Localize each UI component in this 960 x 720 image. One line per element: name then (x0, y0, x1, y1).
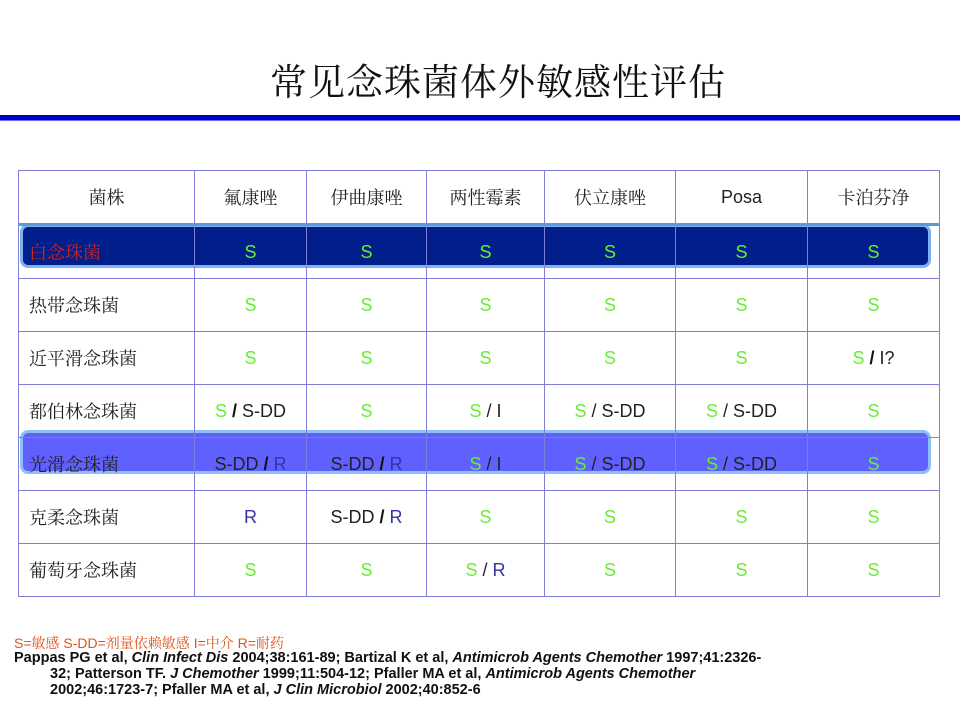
susceptibility-value: S (735, 559, 748, 580)
susceptibility-value: S (603, 347, 616, 368)
susceptibility-value: / (481, 453, 497, 474)
susceptibility-value: / (227, 400, 243, 421)
susceptibility-value: R (244, 506, 257, 527)
header-strain: 菌株 (19, 171, 195, 225)
strain-name: 白念珠菌 (19, 225, 195, 279)
susceptibility-cell (808, 438, 940, 491)
reference-text: Clin Infect Dis (131, 650, 229, 666)
susceptibility-value: S (852, 347, 865, 368)
susceptibility-cell (676, 438, 808, 491)
susceptibility-value: S (867, 241, 880, 262)
susceptibility-value: S (244, 347, 257, 368)
susceptibility-value: S (479, 294, 492, 315)
susceptibility-value: / (258, 453, 274, 474)
susceptibility-value: S-DD (601, 453, 646, 474)
reference-line-1 (14, 650, 761, 666)
susceptibility-cell (195, 225, 307, 279)
strain-name: 热带念珠菌 (19, 279, 195, 332)
susceptibility-value: I (496, 400, 502, 421)
susceptibility-cell (307, 279, 427, 332)
strain-name: 近平滑念珠菌 (19, 332, 195, 385)
reference-text: Antimicrob Agents Chemother (452, 650, 663, 666)
susceptibility-cell (676, 225, 808, 279)
susceptibility-value: / (864, 347, 880, 368)
susceptibility-value: S (479, 241, 492, 262)
strain-name: 克柔念珠菌 (19, 491, 195, 544)
susceptibility-value: / (374, 453, 390, 474)
susceptibility-value: S (574, 400, 587, 421)
susceptibility-value: S (360, 400, 373, 421)
susceptibility-value: S (574, 453, 587, 474)
header-fluconazole: 氟康唑 (195, 171, 307, 225)
susceptibility-value: S-DD (214, 453, 259, 474)
strain-name: 光滑念珠菌 (19, 438, 195, 491)
susceptibility-cell (307, 438, 427, 491)
header-itraconazole: 伊曲康唑 (307, 171, 427, 225)
susceptibility-cell (545, 385, 676, 438)
susceptibility-table (18, 170, 940, 597)
reference-line-2 (14, 666, 914, 682)
susceptibility-cell (808, 225, 940, 279)
susceptibility-cell (545, 491, 676, 544)
susceptibility-cell (195, 544, 307, 597)
susceptibility-value: S (465, 559, 478, 580)
susceptibility-value: / (718, 453, 734, 474)
susceptibility-cell (545, 279, 676, 332)
header-amphotericin: 两性霉素 (427, 171, 545, 225)
susceptibility-cell (307, 544, 427, 597)
susceptibility-cell (307, 332, 427, 385)
susceptibility-value: I? (879, 347, 895, 368)
susceptibility-cell (427, 491, 545, 544)
reference-text: J Clin Microbiol (273, 682, 382, 698)
susceptibility-value: S-DD (601, 400, 646, 421)
susceptibility-value: S (867, 294, 880, 315)
susceptibility-value: I (496, 453, 502, 474)
susceptibility-cell (195, 385, 307, 438)
reference-text: Pappas PG et al, (14, 650, 132, 666)
susceptibility-value: S-DD (330, 506, 375, 527)
susceptibility-value: R (389, 453, 403, 474)
table-row (19, 385, 940, 438)
susceptibility-value: S (603, 294, 616, 315)
reference-text: 1997;41:2326- (662, 650, 762, 666)
susceptibility-cell (307, 385, 427, 438)
susceptibility-value: / (586, 400, 602, 421)
table-row (19, 491, 940, 544)
susceptibility-value: S (735, 294, 748, 315)
susceptibility-cell (427, 279, 545, 332)
susceptibility-cell (195, 491, 307, 544)
susceptibility-cell (545, 225, 676, 279)
susceptibility-cell (545, 332, 676, 385)
susceptibility-value: S (244, 241, 257, 262)
susceptibility-value: R (273, 453, 287, 474)
susceptibility-value: S (735, 506, 748, 527)
susceptibility-value: S (735, 347, 748, 368)
susceptibility-value: S (705, 400, 718, 421)
table-header-row (19, 171, 940, 225)
abbreviation-legend: S=敏感 S-DD=剂量依赖敏感 I=中介 R=耐药 (14, 635, 284, 651)
susceptibility-cell (808, 332, 940, 385)
susceptibility-cell (427, 438, 545, 491)
susceptibility-value: S (603, 559, 616, 580)
susceptibility-cell (427, 385, 545, 438)
susceptibility-value: S (214, 400, 227, 421)
susceptibility-value: R (389, 506, 403, 527)
table-row (19, 225, 940, 279)
strain-name: 都伯林念珠菌 (19, 385, 195, 438)
reference-text: J Chemother (170, 666, 259, 682)
page-title: 常见念珠菌体外敏感性评估 (270, 61, 726, 104)
susceptibility-cell (427, 544, 545, 597)
susceptibility-cell (676, 544, 808, 597)
susceptibility-cell (676, 385, 808, 438)
susceptibility-value: S (735, 241, 748, 262)
reference-text: 1999;11:504-12; Pfaller MA et al, (258, 666, 486, 682)
susceptibility-value: S (603, 506, 616, 527)
header-posa: Posa (676, 171, 808, 225)
header-caspofungin: 卡泊芬净 (808, 171, 940, 225)
susceptibility-value: S (867, 400, 880, 421)
susceptibility-value: / (481, 400, 497, 421)
reference-text: 2002;40:852-6 (381, 682, 481, 698)
susceptibility-value: S-DD (733, 453, 778, 474)
susceptibility-value: S (360, 294, 373, 315)
susceptibility-cell (195, 438, 307, 491)
susceptibility-value: S (705, 453, 718, 474)
susceptibility-value: S (360, 241, 373, 262)
reference-text: 2002;46:1723-7; Pfaller MA et al, (50, 682, 274, 698)
reference-text: Antimicrob Agents Chemother (485, 666, 696, 682)
susceptibility-value: S (867, 559, 880, 580)
susceptibility-value: S (479, 506, 492, 527)
susceptibility-value: S (469, 400, 482, 421)
susceptibility-cell (676, 279, 808, 332)
susceptibility-cell (545, 438, 676, 491)
susceptibility-cell (808, 544, 940, 597)
susceptibility-value: / (477, 559, 493, 580)
susceptibility-value: S (603, 241, 616, 262)
susceptibility-cell (808, 279, 940, 332)
references (14, 650, 914, 698)
susceptibility-value: R (492, 559, 506, 580)
susceptibility-cell (195, 279, 307, 332)
susceptibility-cell (676, 491, 808, 544)
susceptibility-cell (808, 491, 940, 544)
susceptibility-value: S (244, 559, 257, 580)
susceptibility-value: S (479, 347, 492, 368)
susceptibility-value: S (360, 347, 373, 368)
susceptibility-value: S (867, 506, 880, 527)
reference-line-3 (14, 682, 914, 698)
table-row (19, 438, 940, 491)
title-rule-thin (0, 120, 960, 121)
susceptibility-value: / (718, 400, 734, 421)
susceptibility-cell (545, 544, 676, 597)
susceptibility-value: / (374, 506, 390, 527)
susceptibility-cell (195, 332, 307, 385)
susceptibility-cell (427, 332, 545, 385)
reference-text: 32; Patterson TF. (50, 666, 171, 682)
susceptibility-value: S (867, 453, 880, 474)
header-voriconazole: 伏立康唑 (545, 171, 676, 225)
susceptibility-value: / (586, 453, 602, 474)
table-row (19, 332, 940, 385)
susceptibility-value: S (244, 294, 257, 315)
susceptibility-cell (676, 332, 808, 385)
strain-name: 葡萄牙念珠菌 (19, 544, 195, 597)
table-row (19, 279, 940, 332)
reference-text: 2004;38:161-89; Bartizal K et al, (228, 650, 453, 666)
susceptibility-value: S-DD (330, 453, 375, 474)
susceptibility-value: S (469, 453, 482, 474)
table-row (19, 544, 940, 597)
susceptibility-cell (307, 225, 427, 279)
susceptibility-value: S-DD (242, 400, 287, 421)
susceptibility-cell (427, 225, 545, 279)
susceptibility-value: S-DD (733, 400, 778, 421)
susceptibility-value: S (360, 559, 373, 580)
susceptibility-cell (808, 385, 940, 438)
susceptibility-cell (307, 491, 427, 544)
